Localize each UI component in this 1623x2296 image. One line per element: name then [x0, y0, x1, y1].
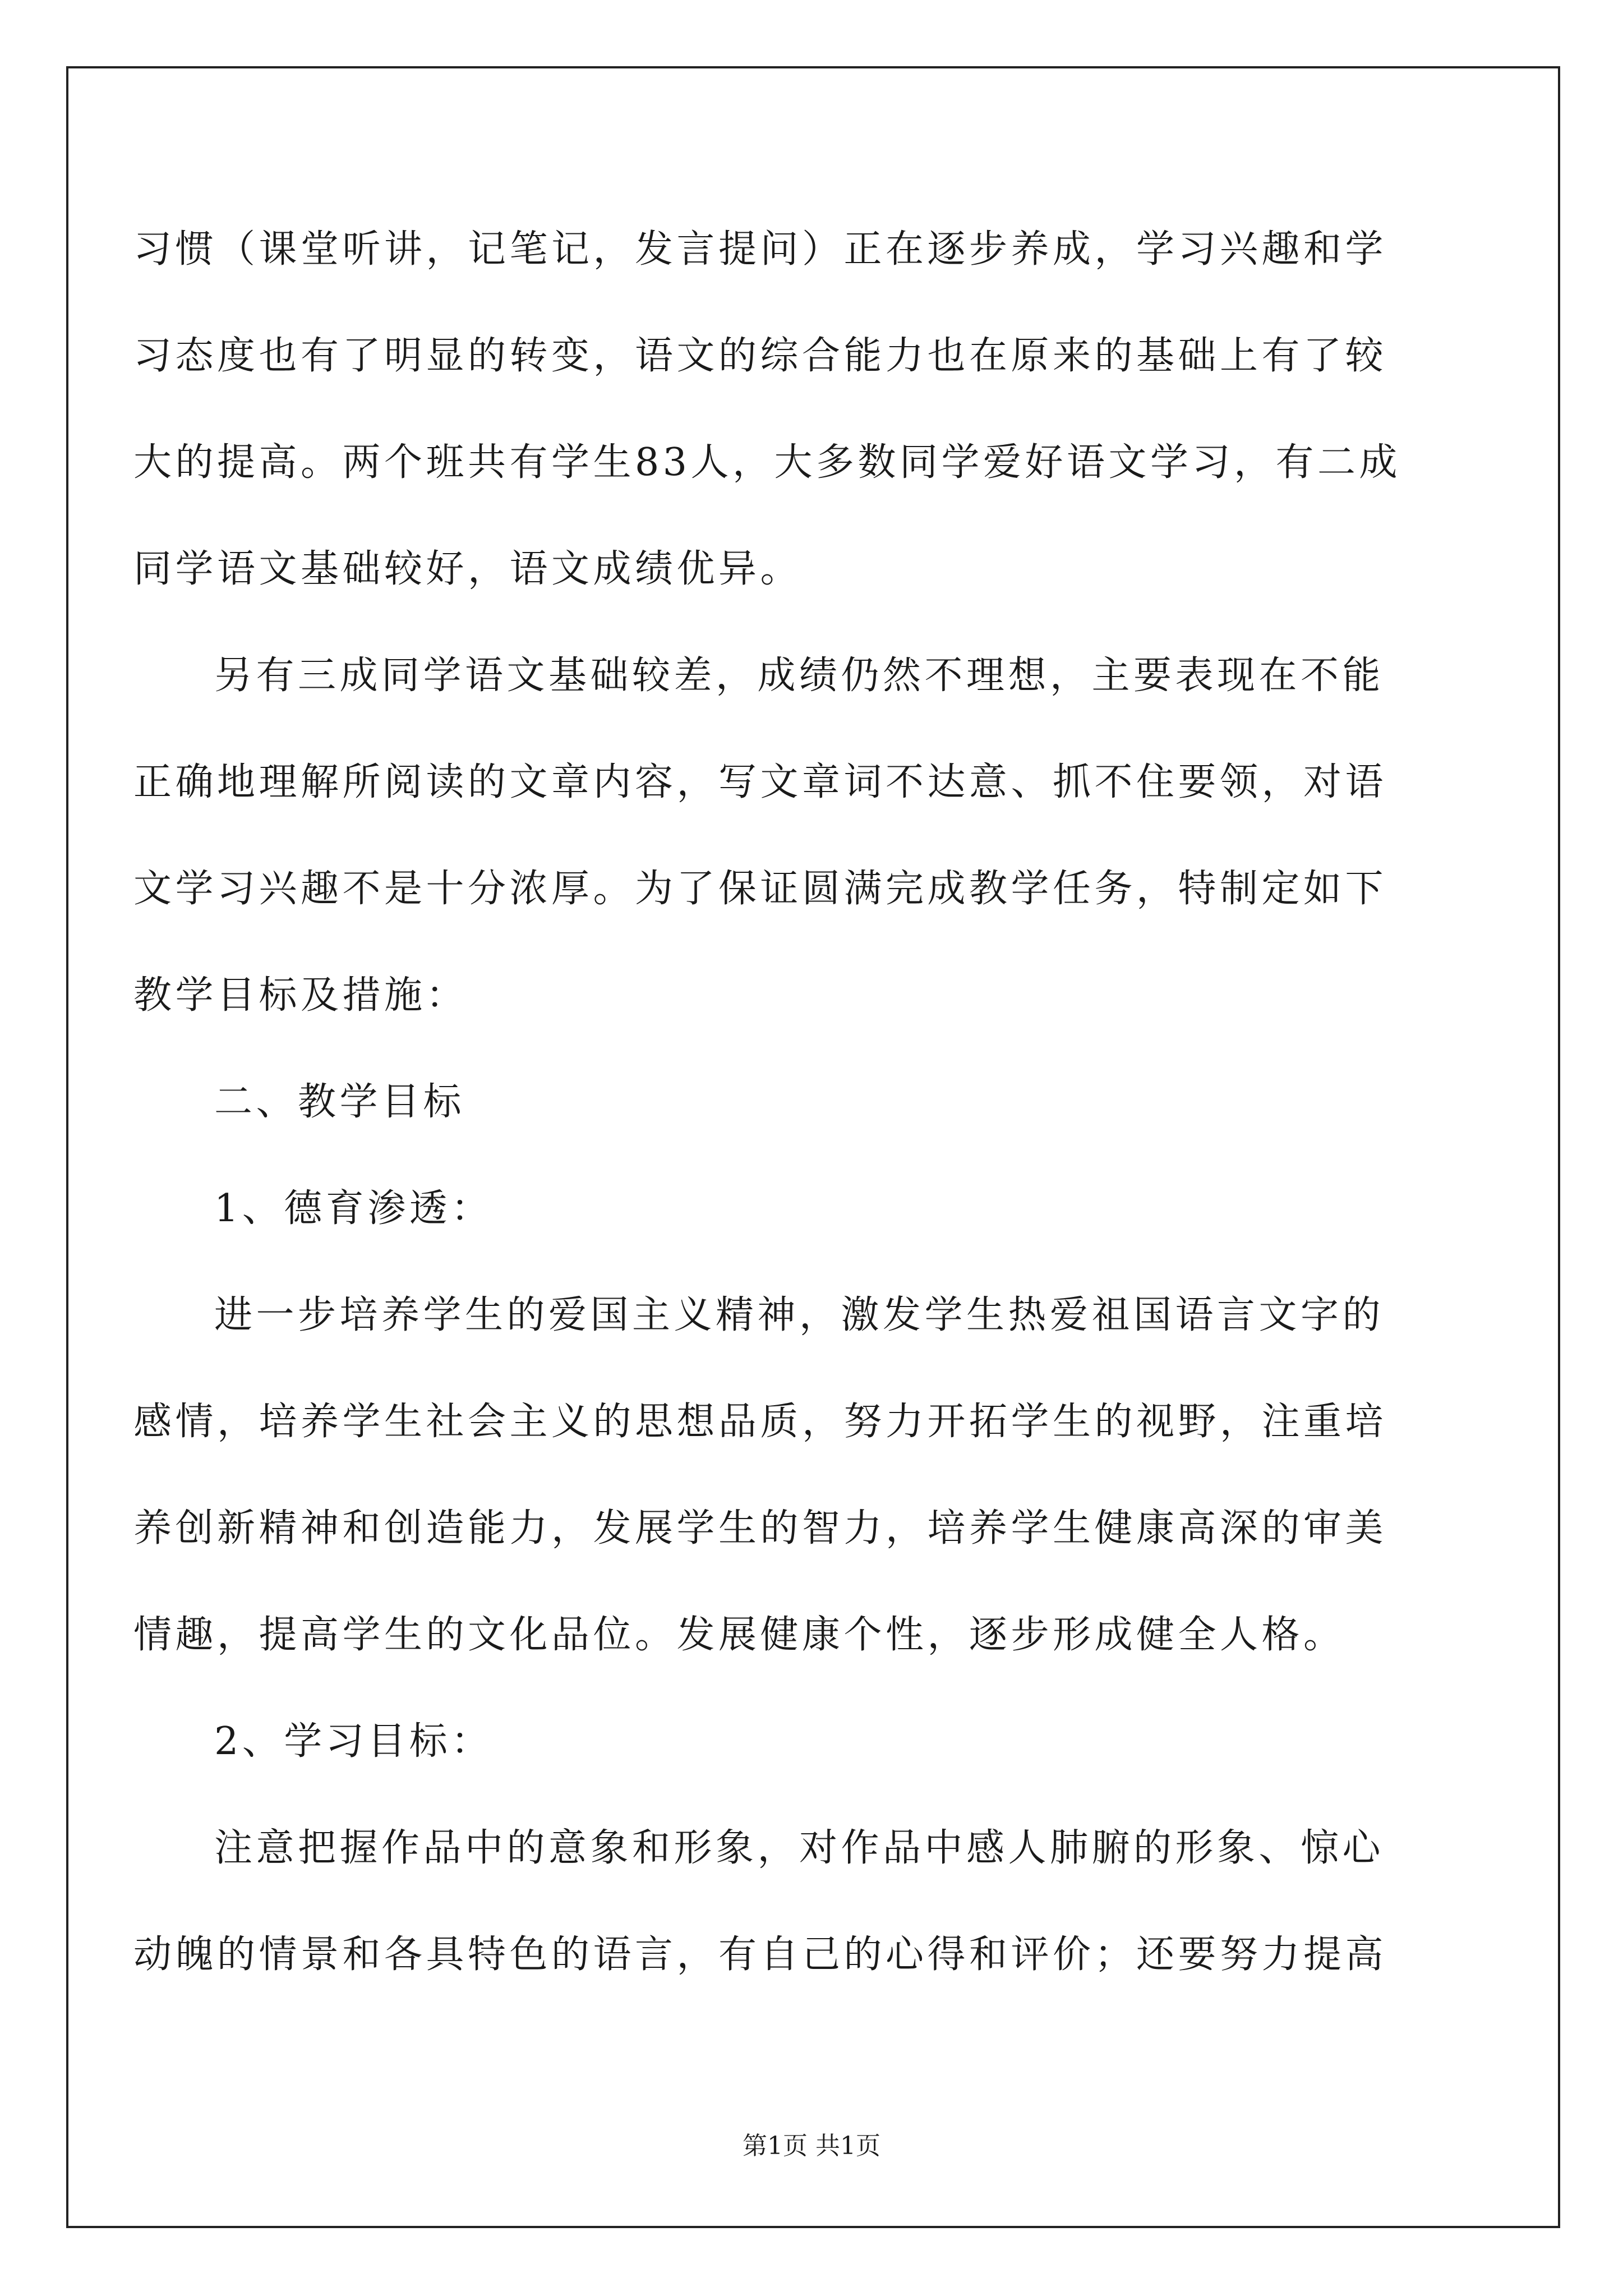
- text-line: 教学目标及措施：: [133, 973, 468, 1018]
- text-line: 正确地理解所阅读的文章内容，写文章词不达意、抓不住要领，对语: [133, 760, 1387, 804]
- text-line: 大的提高。两个班共有学生83人，大多数同学爱好语文学习，有二成: [133, 440, 1401, 485]
- text-line: 情趣，提高学生的文化品位。发展健康个性，逐步形成健全人格。: [133, 1613, 1345, 1657]
- text-line: 习态度也有了明显的转变，语文的综合能力也在原来的基础上有了较: [133, 334, 1387, 378]
- page-footer: 第1页 共1页: [743, 2132, 880, 2160]
- paragraph-start-line: 进一步培养学生的爱国主义精神，激发学生热爱祖国语言文字的: [214, 1293, 1385, 1337]
- section-heading: 二、教学目标: [214, 1080, 465, 1124]
- page-border: [66, 66, 1560, 2228]
- paragraph-start-line: 另有三成同学语文基础较差，成绩仍然不理想，主要表现在不能: [214, 654, 1385, 698]
- text-line: 感情，培养学生社会主义的思想品质，努力开拓学生的视野，注重培: [133, 1400, 1387, 1444]
- paragraph-start-line: 注意把握作品中的意象和形象，对作品中感人肺腑的形象、惊心: [214, 1826, 1385, 1870]
- text-line: 同学语文基础较好，语文成绩优异。: [133, 547, 803, 591]
- subsection-heading: 2、学习目标：: [214, 1719, 493, 1764]
- text-line: 动魄的情景和各具特色的语言，有自己的心得和评价；还要努力提高: [133, 1932, 1387, 1977]
- subsection-heading: 1、德育渗透：: [214, 1186, 493, 1231]
- text-line: 文学习兴趣不是十分浓厚。为了保证圆满完成教学任务，特制定如下: [133, 867, 1387, 911]
- text-line: 习惯（课堂听讲，记笔记，发言提问）正在逐步养成，学习兴趣和学: [133, 227, 1387, 272]
- text-line: 养创新精神和创造能力，发展学生的智力，培养学生健康高深的审美: [133, 1506, 1387, 1550]
